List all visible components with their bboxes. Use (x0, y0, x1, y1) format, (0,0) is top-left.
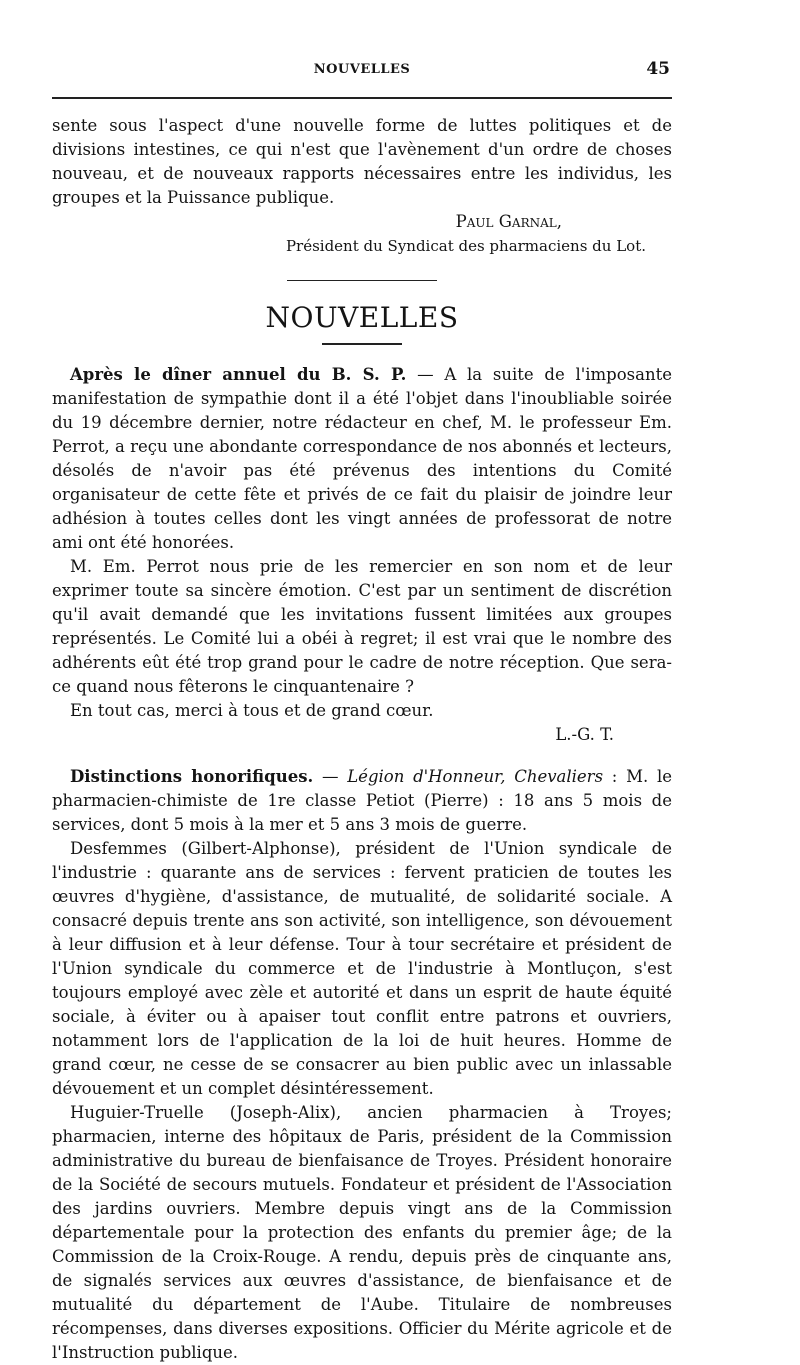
running-title: NOUVELLES (313, 62, 411, 77)
header-rule (52, 97, 672, 99)
distinctions-text-1: : M. le pharmacien-chimiste de 1re classe Petiot (Pierre) : 18 ans 5 mois de services, dont 5 mois à la mer et 5 ans 3 mois de guerre. (52, 767, 672, 834)
author-initials: L.-G. T. (555, 725, 614, 744)
distinctions-paragraph-3: Huguier-Truelle (Joseph-Alix), ancien pharmacien à Troyes; pharmacien, interne des hôpitaux de Paris, président de la Commission administrative du bureau de bienfaisance de Troyes. Président honoraire de la Société de secours mutuels. Fondateur et président de l'Association des jardins ouvriers. Membre depuis vingt ans de la Commission départementale pour la protection des enfants du premier âge; de la Commission de la Croix-Rouge. A rendu, depuis près de cinquante ans, de signalés services aux œuvres d'assistance, de bienfaisance et de mutualité du département de l'Aube. Titulaire de nombreuses récompenses, dans diverses expositions. Officier du Mérite agricole et de l'Instruction publique. (52, 1103, 672, 1362)
signature-name: Paul Garnal, (455, 212, 562, 231)
diner-paragraph-1 (52, 363, 672, 555)
title-rule (322, 343, 402, 345)
diner-text-1: — A la suite de l'imposante manifestation de sympathie dont il a été l'objet dans l'inoubliable soirée du 19 décembre dernier, notre rédacteur en chef, M. le professeur Em. Perrot, a reçu une abondante correspondance de nos abonnés et lecteurs, désolés de n'avoir pas été prévenus des intentions du Comité organisateur de cette fête et privés de ce fait du plaisir de joindre leur adhésion à toutes celles dont les vingt années de professorat de notre ami ont été honorées. (52, 365, 673, 552)
distinctions-subheading: Légion d'Honneur, Chevaliers (347, 767, 604, 786)
diner-paragraph-2: M. Em. Perrot nous prie de les remercier en son nom et de leur exprimer toute sa sincère émotion. C'est par un sentiment de discrétion qu'il avait demandé que les invitations fussent limitées aux groupes représentés. Le Comité lui a obéi à regret; il est vrai que le nombre des adhérents eût été trop grand pour le cadre de notre réception. Que sera-ce quand nous fêterons le cinquantenaire ? (52, 557, 672, 696)
article-body (52, 114, 672, 1365)
running-head (52, 59, 672, 84)
separator-rule (287, 280, 437, 281)
section-title: NOUVELLES (265, 301, 459, 334)
section-gap (52, 747, 672, 765)
signature-title: Président du Syndicat des pharmaciens du Lot. (285, 237, 646, 255)
diner-paragraph-3: En tout cas, merci à tous et de grand cœur. (70, 701, 434, 720)
diner-heading: Après le dîner annuel du B. S. P. (70, 365, 407, 384)
distinctions-paragraph-2: Desfemmes (Gilbert-Alphonse), président de l'Union syndicale de l'industrie : quarante ans de services : fervent praticien de toutes les œuvres d'hygiène, d'assistance, de mutualité, de solidarité sociale. A consacré depuis trente ans son activité, son intelligence, son dévouement à leur diffusion et à leur défense. Tour à tour secrétaire et président de l'Union syndicale du commerce et de l'industrie à Montluçon, s'est toujours employé avec zèle et autorité et dans un esprit de haute équité sociale, à éviter ou à apaiser tout conflit entre patrons et ouvriers, notamment lors de l'application de la loi de huit heures. Homme de grand cœur, ne cesse de se consacrer au bien public avec un inlassable dévouement et un complet désintéressement. (52, 839, 672, 1098)
intro-paragraph: sente sous l'aspect d'une nouvelle forme de luttes politiques et de divisions intestines, ce qui n'est que l'avènement d'un ordre de choses nouveau, et de nouveaux rapports nécessaires entre les individus, les groupes et la Puissance publique. (52, 116, 672, 207)
distinctions-paragraph-1: Distinctions honorifiques. — Légion d'Honneur, Chevaliers : M. le pharmacien-chimiste de 1re classe Petiot (Pierre) : 18 ans 5 mois de services, dont 5 mois à la mer et 5 ans 3 mois de guerre. (52, 767, 672, 834)
distinctions-heading: Distinctions honorifiques. (70, 767, 314, 786)
page-number: 45 (646, 59, 670, 79)
